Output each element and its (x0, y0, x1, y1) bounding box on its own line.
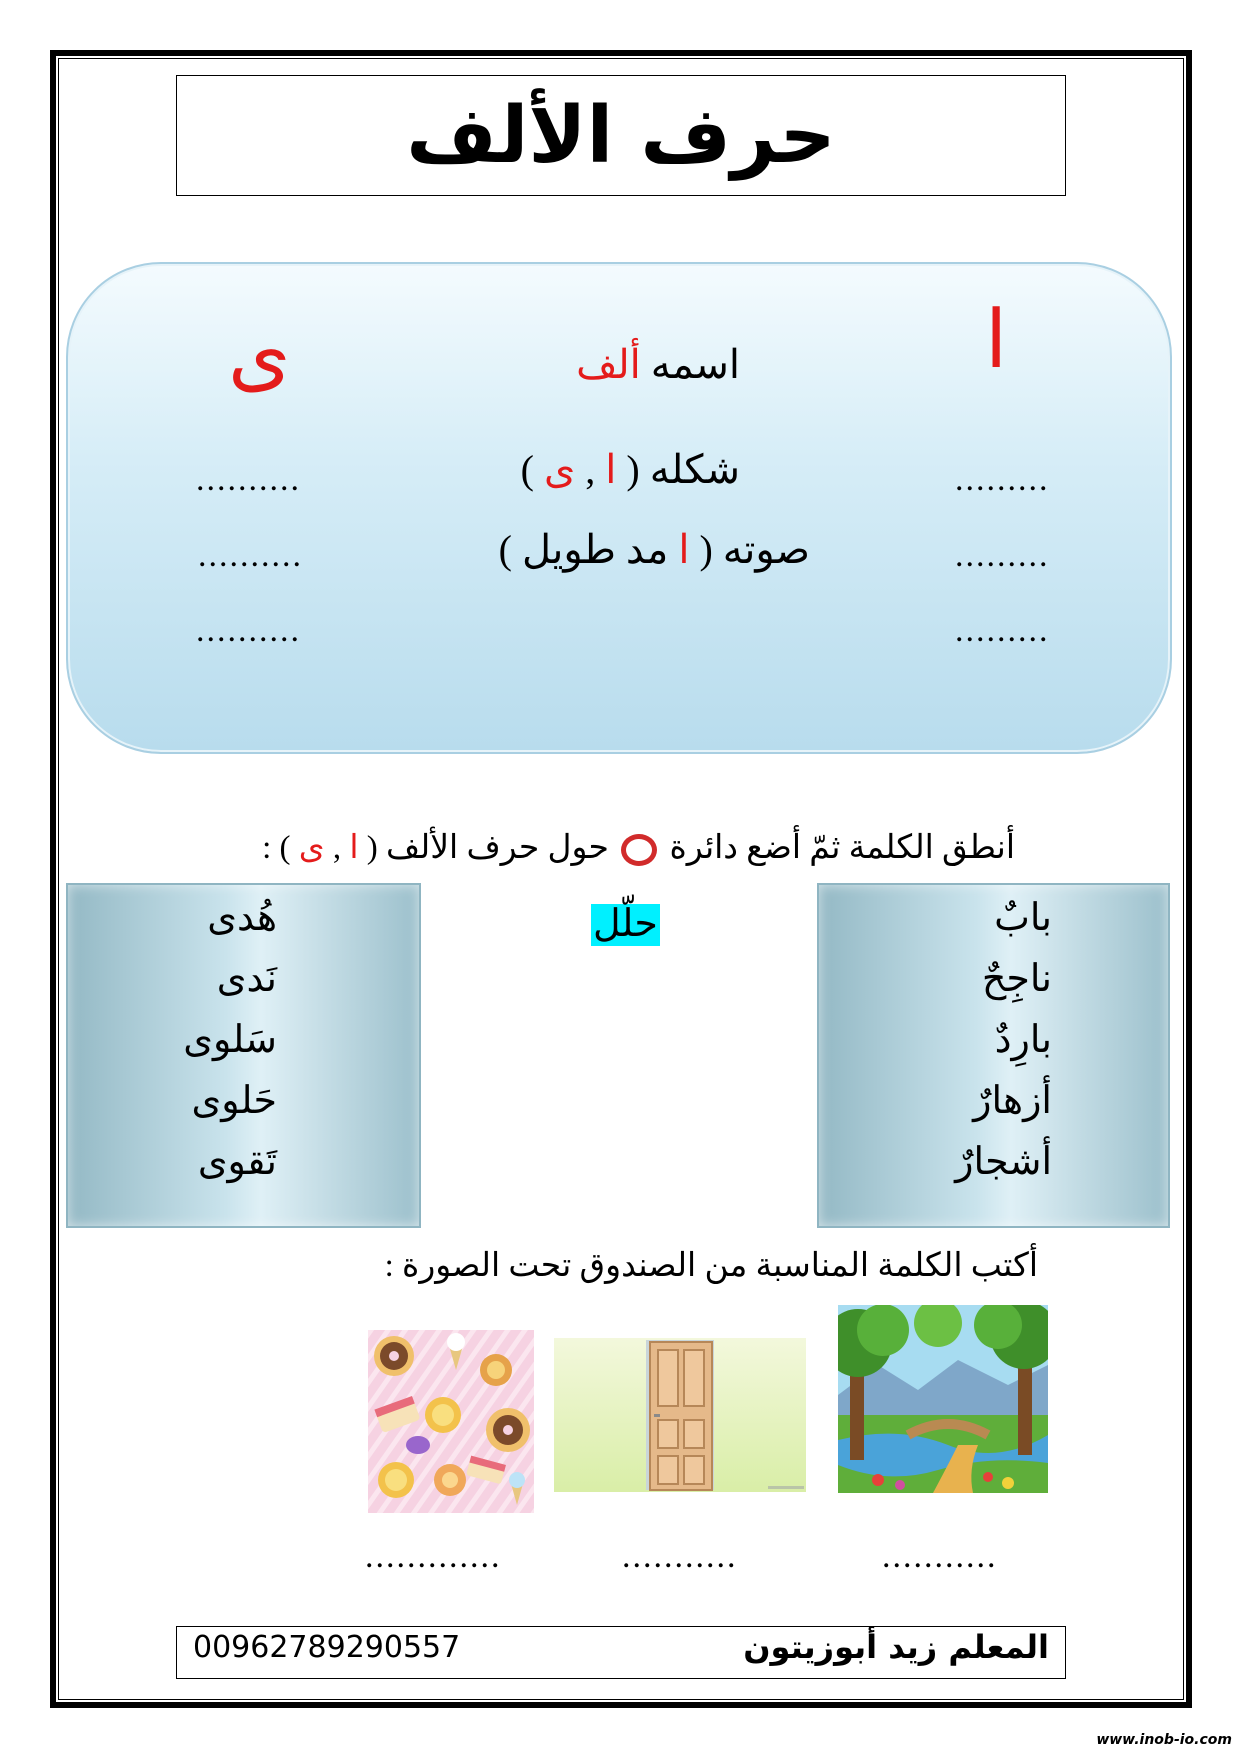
list-item[interactable]: تَقوى (197, 1141, 277, 1183)
teacher-name: المعلم زيد أبوزيتون (743, 1628, 1049, 1666)
dots-right-1: ......... (955, 461, 1050, 498)
shape-close: ) (520, 447, 534, 492)
exercise2-instruction: أكتب الكلمة المناسبة من الصندوق تحت الصورة : (384, 1248, 1038, 1284)
shape-sep: , (585, 447, 596, 492)
instruction-letter-b: ى (298, 830, 325, 866)
dots-right-2: ......... (955, 537, 1050, 574)
solve-word-highlight[interactable]: حلّل (593, 903, 658, 945)
sweets-illustration (368, 1330, 534, 1513)
shape-letter-a: ا (605, 447, 617, 492)
footer-box (176, 1626, 1066, 1679)
list-item[interactable]: بابٌ (994, 897, 1052, 939)
word-list-right (955, 888, 1052, 1193)
site-watermark: www.inob-io.com (1096, 1732, 1232, 1748)
instruction-sep: , (332, 830, 342, 866)
instruction-part1: أنطق الكلمة ثمّ أضع دائرة (669, 830, 1015, 866)
list-item[interactable]: حَلوى (191, 1080, 277, 1122)
letter-name-line (576, 342, 740, 387)
instruction-letter-a: ا (349, 830, 359, 866)
title-box (176, 75, 1066, 196)
sound-label: صوته ( (699, 527, 810, 572)
list-item[interactable]: أزهارٌ (973, 1080, 1052, 1122)
answer-blank-1[interactable]: ............. (365, 1538, 502, 1575)
list-item[interactable]: سَلوى (183, 1019, 277, 1061)
exercise1-instruction (262, 830, 1015, 866)
door-picture (554, 1338, 806, 1492)
name-label: اسمه (650, 342, 740, 387)
answer-blank-3[interactable]: ........... (882, 1538, 998, 1575)
instruction-part2: حول حرف الألف ( (366, 830, 609, 866)
sound-letter: ا (678, 527, 690, 572)
door-illustration (554, 1338, 806, 1492)
list-item[interactable]: ناجِحٌ (981, 958, 1052, 1000)
word-list-left (183, 888, 277, 1193)
letter-sound-line (498, 527, 810, 572)
list-item[interactable]: أشجارٌ (955, 1141, 1052, 1183)
list-item[interactable]: نَدى (216, 958, 277, 1000)
dots-left-1: .......... (196, 461, 301, 498)
sound-rest: مد طويل ) (498, 527, 669, 572)
dots-left-2: .......... (198, 537, 303, 574)
nature-picture (838, 1305, 1048, 1493)
letter-alif-standalone: ا (985, 293, 1008, 386)
letter-alif-maqsura: ى (228, 308, 291, 401)
list-item[interactable]: هُدى (207, 897, 277, 939)
dots-right-3: ......... (955, 612, 1050, 649)
letter-shape-line (520, 447, 740, 492)
circle-icon (621, 834, 657, 866)
nature-illustration (838, 1305, 1048, 1493)
sweets-picture (368, 1330, 534, 1513)
list-item[interactable]: بارِدٌ (994, 1019, 1052, 1061)
teacher-phone: 00962789290557 (193, 1630, 461, 1665)
name-value: ألف (576, 342, 641, 387)
shape-label: شكله ( (626, 447, 740, 492)
page-title: حرف الألف (406, 90, 836, 181)
instruction-end: ) : (262, 830, 291, 866)
shape-letter-b: ى (543, 447, 576, 492)
answer-blank-2[interactable]: ........... (622, 1538, 738, 1575)
dots-left-3: .......... (196, 612, 301, 649)
